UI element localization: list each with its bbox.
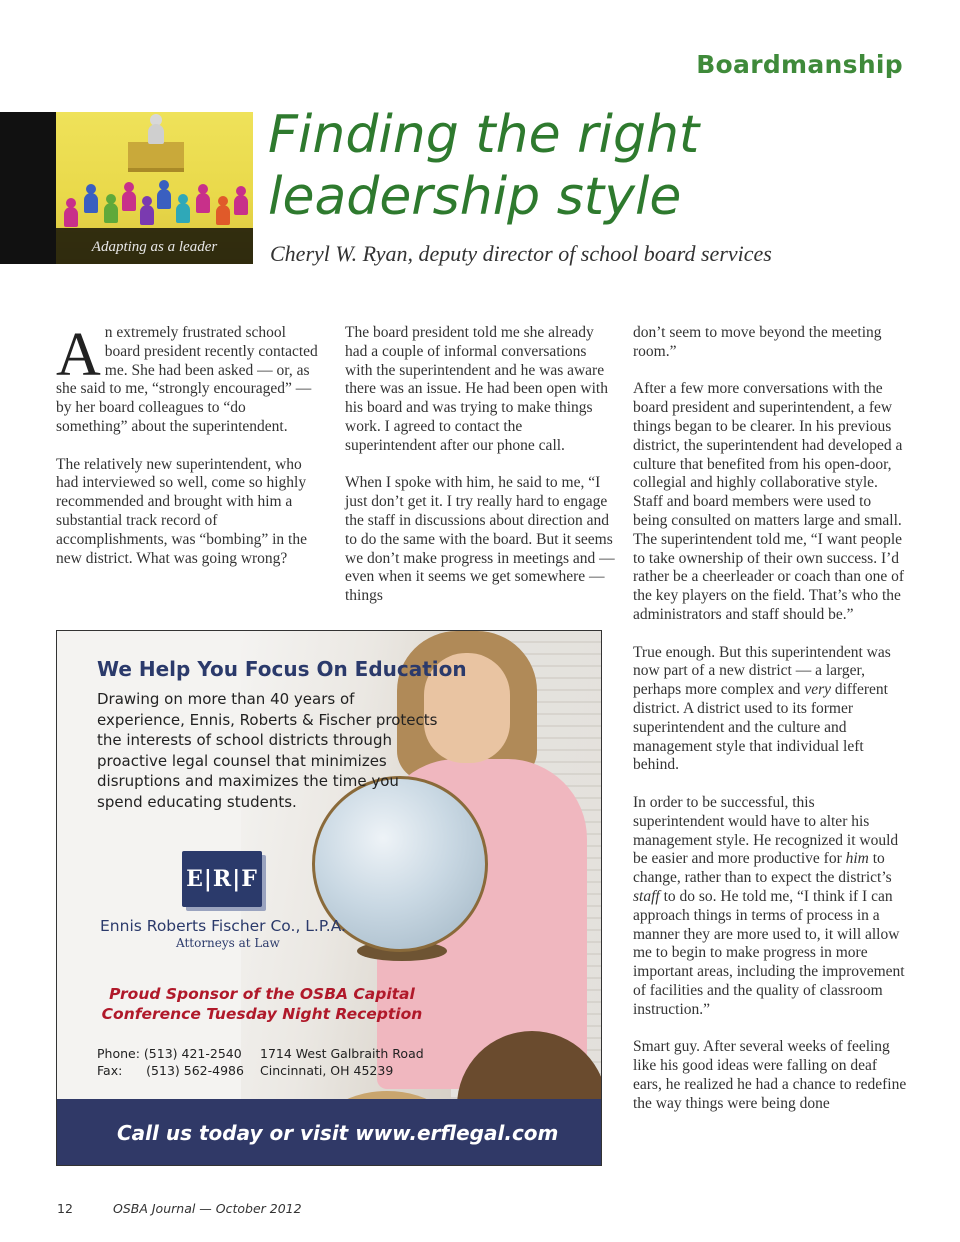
pawn-icon (104, 194, 118, 224)
paragraph: After a few more conversations with the board president and superintendent, a few things began to be clearer. In his previous district, the superintendent had developed a culture that benefited from his open-door, collegial and highly collaborative style. Staff and board members were used to being consulted on matters large and small. The superintendent told me, “I want people to take ownership of their own success. I’d rather be a cheerleader or coach than one of the key players on the field. That’s who the administrators and staff should be.” (633, 380, 905, 623)
page-number: 12 (57, 1201, 73, 1216)
phone-number: Phone: (513) 421-2540 (97, 1046, 242, 1061)
pawn-icon (140, 196, 154, 226)
paragraph: The relatively new superintendent, who had interviewed so well, come so highly recommended and brought with him a substantial track record of accomplishments, was “bombing” in the new district. What was going wrong? (56, 455, 307, 567)
article-column-2 (345, 324, 615, 625)
ad-body: Drawing on more than 40 years of experience, Ennis, Roberts & Fischer protects the interests of school districts through proactive legal counsel that minimizes disruptions and maximizes the time you spend educating students. (97, 690, 438, 811)
paragraph-text: n extremely frustrated school board president recently contacted me. She had been asked — or, as she said to me, “strongly encouraged” — by her board colleagues to “do something” about the superintendent. (56, 324, 318, 435)
title-line-2: leadership style (268, 167, 682, 227)
pawn-icon (176, 194, 190, 224)
leader-figure-icon (147, 112, 165, 148)
pawn-icon (157, 180, 171, 210)
pawn-icon (234, 186, 248, 216)
section-label: Boardmanship (696, 50, 903, 79)
contact-address (260, 1045, 424, 1079)
publication-name: OSBA Journal — October 2012 (113, 1201, 302, 1216)
byline: Cheryl W. Ryan, deputy director of school board services (270, 241, 772, 266)
drop-cap: A (56, 321, 101, 389)
title-line-1: Finding the right (268, 105, 700, 165)
fax-number: Fax: (513) 562-4986 (97, 1063, 244, 1078)
hero-image (56, 112, 253, 264)
paragraph: In order to be successful, this superintendent would have to alter his management style. He recognized it would be easier and more productive for him to change, rather than to expect the district’s staff to do so. He told me, “I think if I can approach things in terms of process in a manner they are more used to, it will allow me to begin to make progress in more important areas, including the improvement of facilities and the quality of classroom instruction.” (633, 793, 905, 1018)
pawn-icon (196, 184, 210, 214)
contact-phone-fax (97, 1045, 244, 1079)
erf-logo: E|R|F (182, 851, 262, 907)
address-line: 1714 West Galbraith Road (260, 1046, 424, 1061)
pawn-icon (84, 184, 98, 214)
paragraph: Smart guy. After several weeks of feeling like his good ideas were falling on deaf ears, he realized he had a chance to redefine the way things were being done (633, 1038, 907, 1112)
address-line: Cincinnati, OH 45239 (260, 1063, 394, 1078)
advertisement[interactable] (56, 630, 602, 1166)
paragraph (56, 321, 321, 437)
sponsor-text: Proud Sponsor of the OSBA Capital Conference Tuesday Night Reception (101, 985, 423, 1023)
firm-name: Ennis Roberts Fischer Co., L.P.A. (100, 917, 346, 935)
ad-headline: We Help You Focus On Education (97, 657, 467, 681)
pawn-icon (216, 196, 230, 226)
paragraph: The board president told me she already had a couple of informal conversations with the superintendent and he was aware there was an issue. He had been open with his board and was trying to make things work. I agreed to contact the superintendent after our phone call. (345, 324, 608, 454)
article-title (268, 104, 699, 228)
cta-link[interactable]: Call us today or visit www.erflegal.com (117, 1121, 559, 1145)
article-column-1 (56, 321, 321, 587)
paragraph: When I spoke with him, he said to me, “I just don’t get it. I try really hard to engage the staff in discussions about direction and to do the same with the board. But it seems we don’t make progress in meetings and — even when it seems we get somewhere — things (345, 474, 615, 605)
paragraph: True enough. But this superintendent was now part of a new district — a larger, perhaps more complex and very different district. A district used to its former superintendent and the culture and management style that individual left behind. (633, 643, 891, 774)
paragraph: don’t seem to move beyond the meeting room.” (633, 324, 882, 360)
pawn-icon (122, 182, 136, 212)
firm-subtitle: Attorneys at Law (176, 936, 280, 950)
article-column-3 (633, 324, 908, 1132)
pawn-icon (64, 198, 78, 228)
black-bar (0, 112, 56, 264)
hero-caption: Adapting as a leader (91, 239, 218, 255)
